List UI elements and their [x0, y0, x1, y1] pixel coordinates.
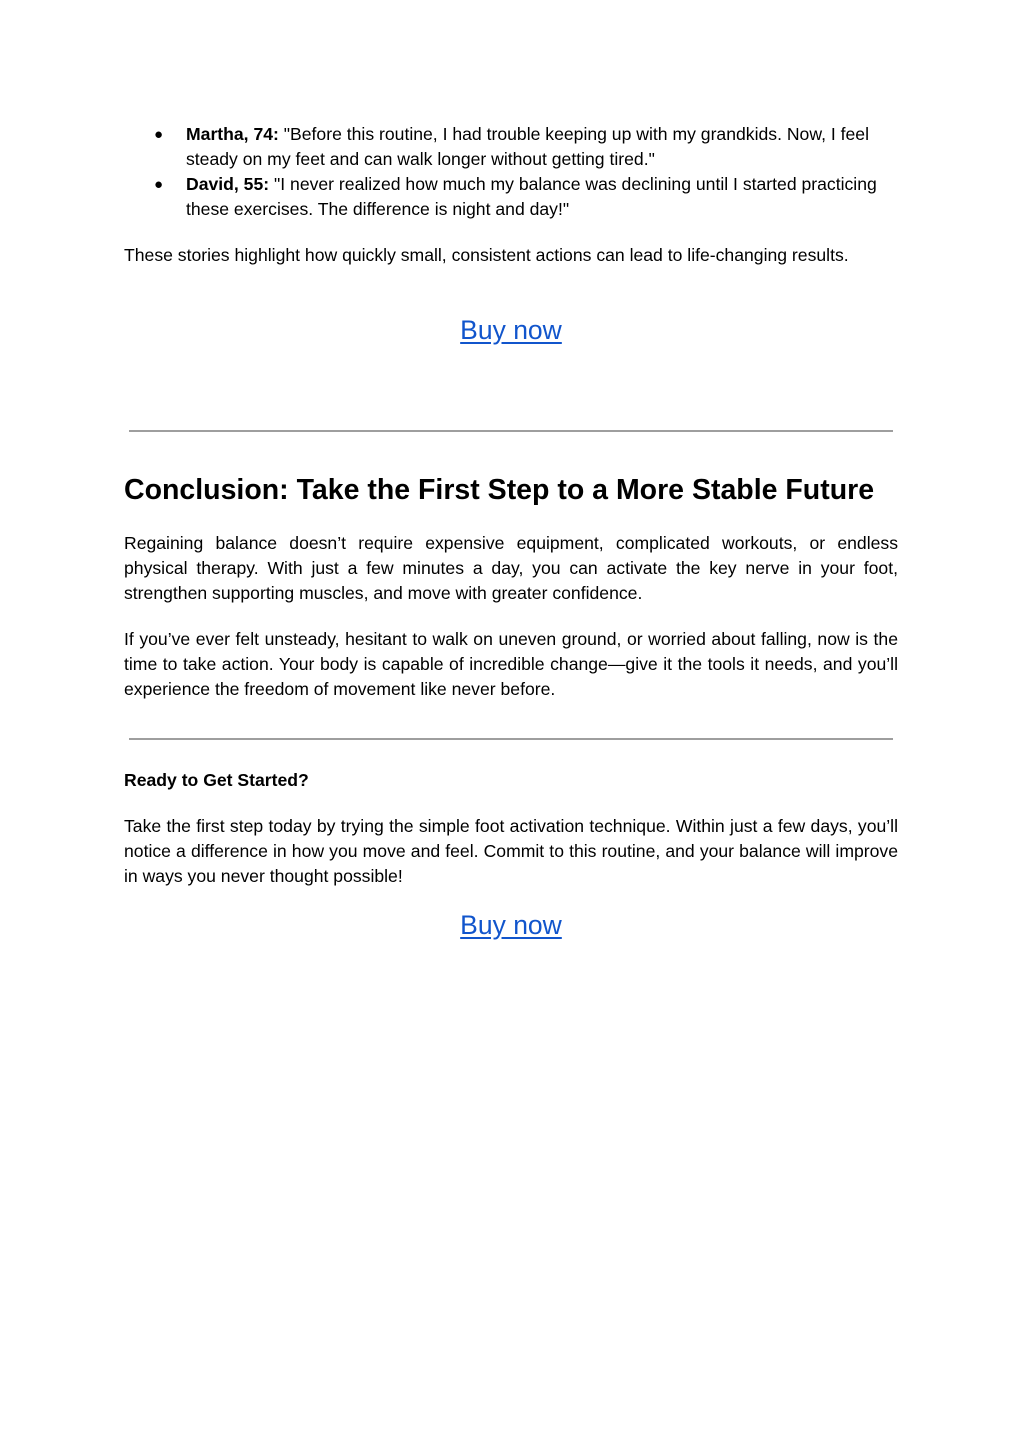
- testimonial-list: [124, 122, 898, 222]
- conclusion-paragraph: If you’ve ever felt unsteady, hesitant to walk on uneven ground, or worried about falling, now is the time to take action. Your body is capable of incredible change—give it the tools it needs, and you’ll experience the freedom of movement like never before.: [124, 629, 898, 699]
- testimonial-item: [124, 172, 898, 222]
- divider: [129, 430, 893, 432]
- buy-now-link[interactable]: Buy now: [460, 910, 562, 940]
- buy-now-container: [124, 314, 898, 346]
- testimonial-quote: "Before this routine, I had trouble keeping up with my grandkids. Now, I feel steady on my feet and can walk longer without getting tired.": [186, 124, 869, 169]
- conclusion-heading: Conclusion: Take the First Step to a More Stable Future: [124, 474, 875, 506]
- testimonial-name: Martha, 74:: [186, 124, 279, 144]
- buy-now-link[interactable]: Buy now: [460, 315, 562, 345]
- bullet-icon: ●: [154, 176, 164, 193]
- get-started-paragraph: Take the first step today by trying the simple foot activation technique. Within just a few days, you’ll notice a difference in how you move and feel. Commit to this routine, and your balance will improve in ways you never thought possible!: [124, 816, 898, 886]
- bullet-icon: ●: [154, 126, 164, 143]
- stories-paragraph: These stories highlight how quickly small, consistent actions can lead to life-changing results.: [124, 245, 849, 265]
- conclusion-paragraph: Regaining balance doesn’t require expensive equipment, complicated workouts, or endless physical therapy. With just a few minutes a day, you can activate the key nerve in your foot, strengthen supporting muscles, and move with greater confidence.: [124, 533, 898, 603]
- get-started-heading: Ready to Get Started?: [124, 770, 309, 790]
- divider: [129, 738, 893, 740]
- testimonial-name: David, 55:: [186, 174, 270, 194]
- buy-now-container: [124, 909, 898, 941]
- testimonial-item: [124, 122, 898, 172]
- testimonial-quote: "I never realized how much my balance was declining until I started practicing these exercises. The difference is night and day!": [186, 174, 877, 219]
